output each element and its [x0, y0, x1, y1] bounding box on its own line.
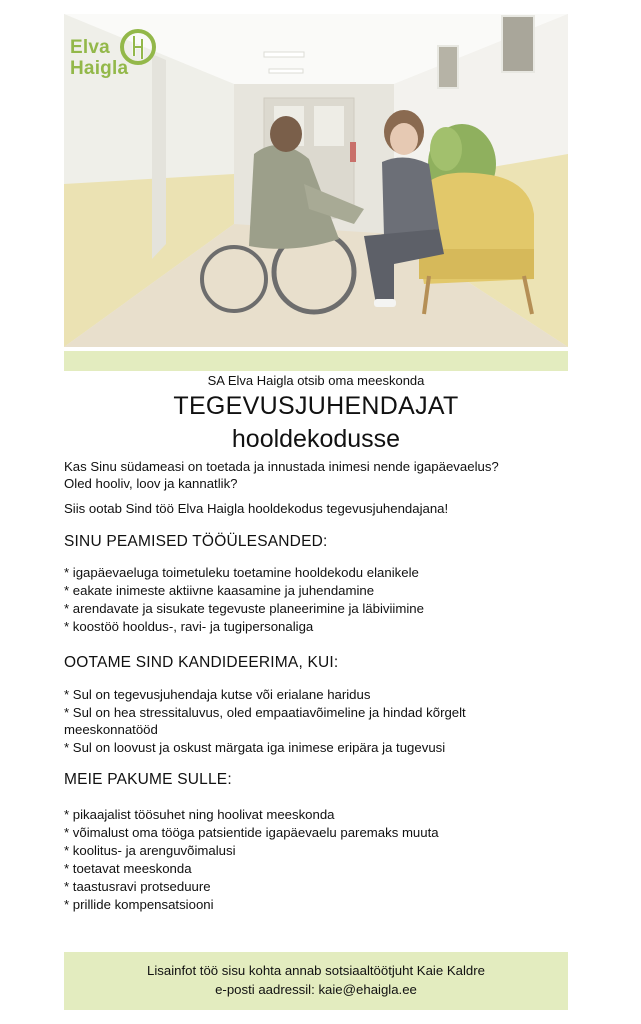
list-item: * toetavat meeskonda — [64, 861, 192, 876]
list-item: * arendavate ja sisukate tegevuste planeerimine ja läbiviimine — [64, 601, 424, 616]
list-item: * eakate inimeste aktiivne kaasamine ja juhendamine — [64, 583, 375, 598]
section-heading-benefits: MEIE PAKUME SULLE: — [64, 771, 232, 788]
intro-invitation: Siis ootab Sind töö Elva Haigla hooldekodus tegevusjuhendajana! — [64, 501, 449, 516]
list-item: * Sul on loovust ja oskust märgata iga inimese eripära ja tugevusi — [64, 739, 446, 755]
contact-email: e-posti aadressil: kaie@ehaigla.ee — [215, 981, 417, 997]
list-item: * koolitus- ja arenguvõimalusi — [64, 843, 236, 858]
logo-text-line2: Haigla — [70, 58, 129, 79]
logo-mark-icon — [120, 29, 156, 65]
intro-qualities: Oled hooliv, loov ja kannatlik? — [64, 475, 238, 491]
page-title: TEGEVUSJUHENDAJAT — [173, 392, 459, 420]
contact-footer — [64, 952, 568, 1010]
list-item: * taastusravi protseduure — [64, 879, 211, 894]
list-item: meeskonnatööd — [64, 722, 158, 737]
duties-list — [64, 564, 574, 636]
top-accent-band — [64, 351, 568, 371]
contact-person: Lisainfot töö sisu kohta annab sotsiaaltöötjuht Kaie Kaldre — [147, 963, 485, 978]
list-item: * koostöö hooldus-, ravi- ja tugipersonaliga — [64, 619, 314, 634]
list-item: * võimalust oma tööga patsientide igapäevaelu paremaks muuta — [64, 825, 439, 840]
benefits-list — [64, 806, 574, 914]
section-heading-duties: SINU PEAMISED TÖÖÜLESANDED: — [64, 533, 328, 550]
list-item: * igapäevaeluga toimetuleku toetamine hooldekodu elanikele — [64, 565, 419, 580]
hero-photo — [64, 14, 568, 347]
page-subtitle: hooldekodusse — [231, 425, 401, 453]
list-item: * Sul on hea stressitaluvus, oled empaatiavõimeline ja hindad kõrgelt — [64, 704, 466, 720]
intro-line: SA Elva Haigla otsib oma meeskonda — [207, 373, 425, 388]
elva-haigla-logo — [70, 26, 156, 86]
list-item: * Sul on tegevusjuhendaja kutse või erialane haridus — [64, 687, 371, 702]
intro-question: Kas Sinu südameasi on toetada ja innustada inimesi nende igapäevaelus? — [64, 459, 499, 474]
section-heading-requirements: OOTAME SIND KANDIDEERIMA, KUI: — [64, 654, 339, 671]
intro-paragraph — [64, 459, 574, 492]
list-item: * pikaajalist töösuhet ning hoolivat meeskonda — [64, 807, 335, 822]
list-item: * prillide kompensatsiooni — [64, 897, 214, 912]
logo-text-line1: Elva — [70, 37, 110, 58]
requirements-list — [64, 686, 574, 756]
